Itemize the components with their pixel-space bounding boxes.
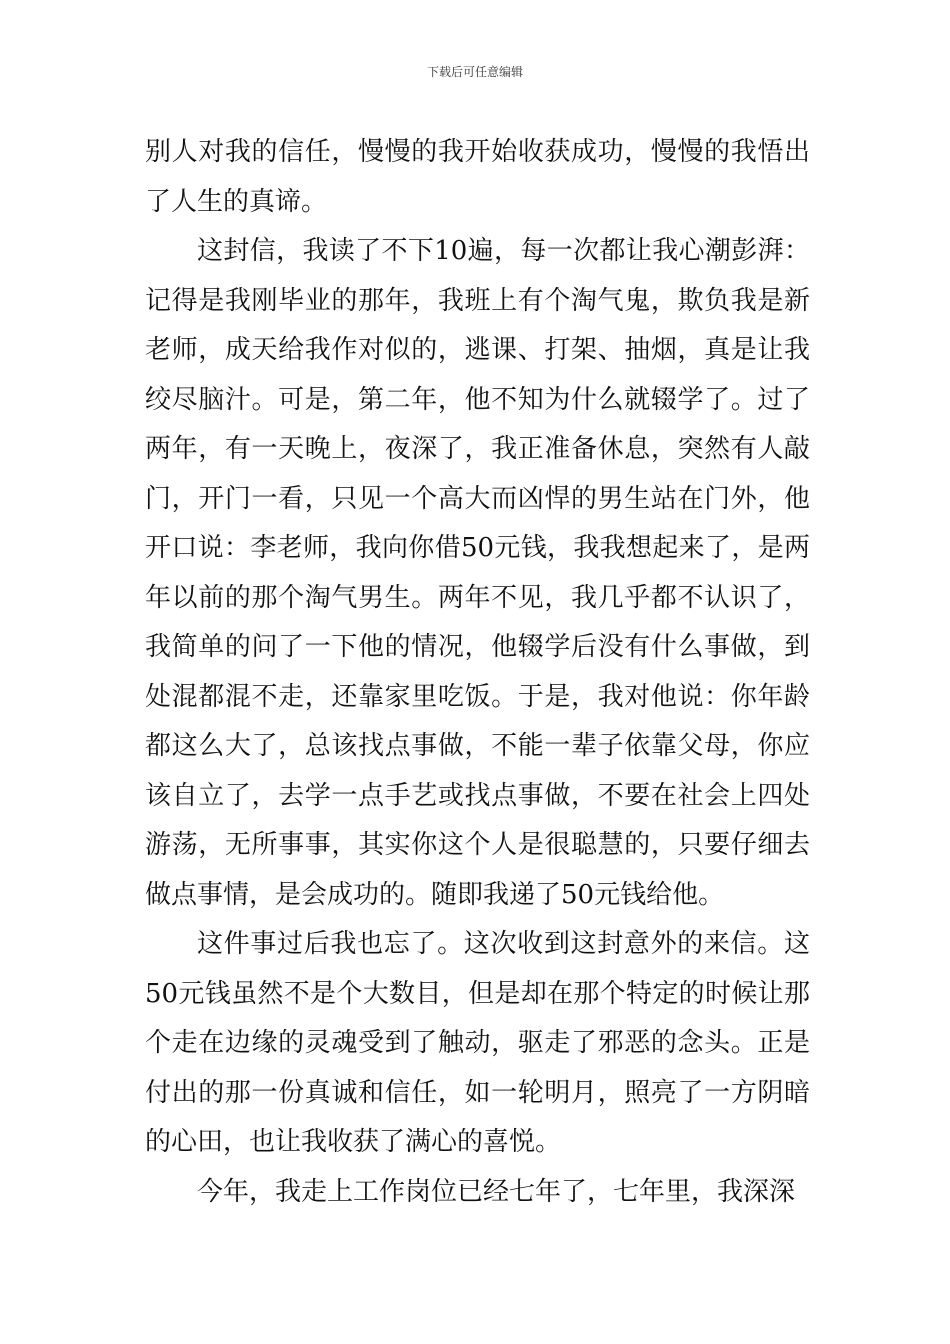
paragraph-3: 这件事过后我也忘了。这次收到这封意外的来信。这50元钱虽然不是个大数目，但是却在那个特定的时候让那个走在边缘的灵魂受到了触动，驱走了邪恶的念头。正是付出的那一份真诚和信任，如一轮明月，照亮了一方阴暗的心田，也让我收获了满心的喜悦。 xyxy=(145,929,810,1157)
document-body xyxy=(145,128,810,1217)
paragraph-2: 这封信，我读了不下10遍，每一次都让我心潮彭湃：记得是我刚毕业的那年，我班上有个淘气鬼，欺负我是新老师，成天给我作对似的，逃课、打架、抽烟，真是让我绞尽脑汁。可是，第二年，他不知为什么就辍学了。过了两年，有一天晚上，夜深了，我正准备休息，突然有人敲门，开门一看，只见一个高大而凶悍的男生站在门外，他开口说：李老师，我向你借50元钱，我我想起来了，是两年以前的那个淘气男生。两年不见，我几乎都不认识了，我简单的问了一下他的情况，他辍学后没有什么事做，到处混都混不走，还靠家里吃饭。于是，我对他说：你年龄都这么大了，总该找点事做，不能一辈子依靠父母，你应该自立了，去学一点手艺或找点事做，不要在社会上四处游荡，无所事事，其实你这个人是很聪慧的，只要仔细去做点事情，是会成功的。随即我递了50元钱给他。 xyxy=(145,236,810,910)
paragraph-4: 今年，我走上工作岗位已经七年了，七年里，我深深 xyxy=(197,1176,796,1207)
paragraph-1: 别人对我的信任，慢慢的我开始收获成功，慢慢的我悟出了人生的真谛。 xyxy=(145,137,810,217)
page-header: 下载后可任意编辑 xyxy=(426,65,523,79)
